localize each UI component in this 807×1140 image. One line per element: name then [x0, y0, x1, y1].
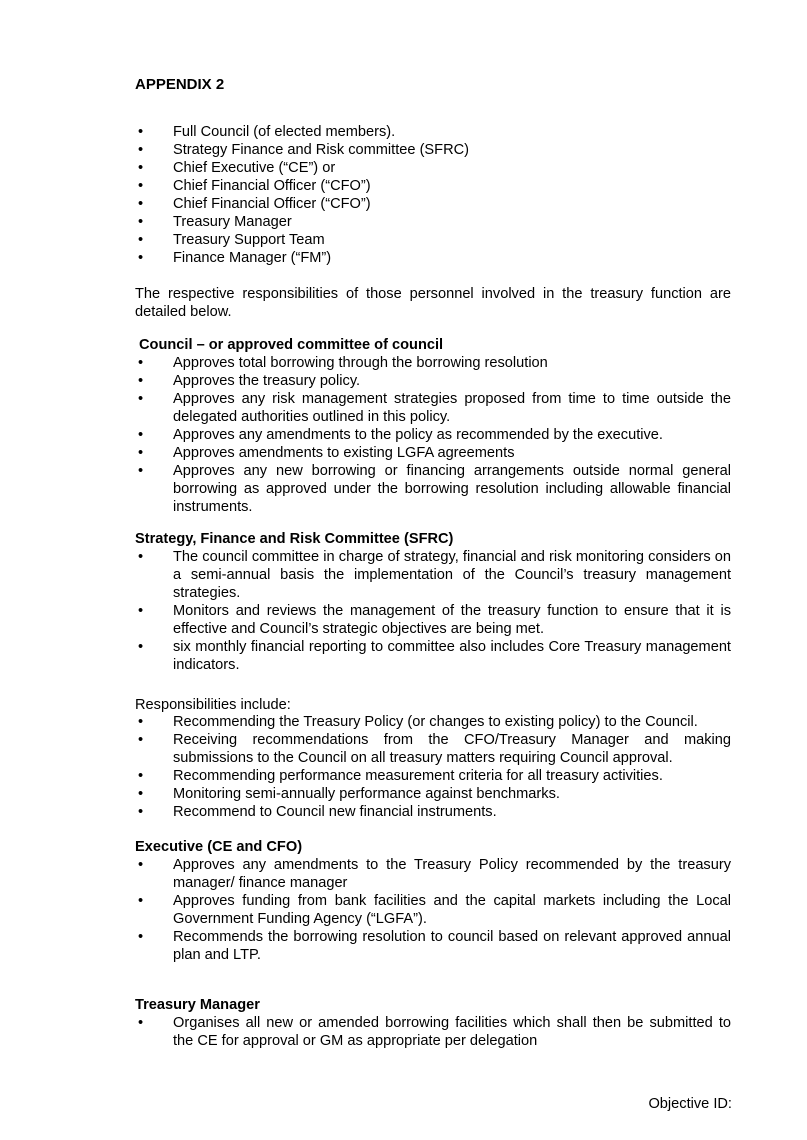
list-item-text: Chief Executive (“CE”) or — [173, 160, 336, 176]
bullet-icon: • — [138, 768, 144, 784]
bullet-icon: • — [138, 427, 144, 443]
bullet-icon: • — [138, 124, 144, 140]
list-item-text: Approves any amendments to the policy as recommended by the executive. — [173, 427, 663, 443]
list-item-text: Approves the treasury policy. — [173, 373, 361, 389]
list-item-text: Approves amendments to existing LGFA agreements — [173, 445, 515, 461]
bullet-icon: • — [138, 893, 144, 909]
list-item — [135, 1014, 731, 1050]
bullet-icon: • — [138, 355, 144, 371]
list-item — [135, 354, 731, 372]
list-item-text: six monthly financial reporting to committee also includes Core Treasury management indicators. — [173, 639, 731, 673]
treasury-manager-heading: Treasury Manager — [135, 997, 260, 1013]
executive-heading: Executive (CE and CFO) — [135, 839, 303, 855]
list-item-text: Full Council (of elected members). — [173, 124, 396, 140]
list-item-text: Monitors and reviews the management of the treasury function to ensure that it is effective and Council’s strategic objectives are being met. — [173, 603, 731, 637]
list-item — [135, 892, 731, 928]
list-item — [135, 372, 731, 390]
list-item — [135, 390, 731, 426]
list-item — [135, 141, 731, 159]
sfrc-heading: Strategy, Finance and Risk Committee (SFRC) — [135, 531, 454, 547]
list-item-text: Approves any new borrowing or financing arrangements outside normal general borrowing as approved under the borrowing resolution including allowable financial instruments. — [173, 463, 731, 515]
list-item — [135, 462, 731, 516]
list-item-text: Strategy Finance and Risk committee (SFRC) — [173, 142, 470, 158]
bullet-icon: • — [138, 714, 144, 730]
list-item — [135, 548, 731, 602]
list-item-text: Recommends the borrowing resolution to council based on relevant approved annual plan and LTP. — [173, 929, 731, 963]
sfrc-list — [135, 548, 731, 674]
council-list — [135, 354, 731, 516]
list-item-text: Receiving recommendations from the CFO/Treasury Manager and making submissions to the Council on all treasury matters requiring Council approval. — [173, 732, 731, 766]
treasury-manager-list — [135, 1014, 731, 1050]
responsibilities-intro: Responsibilities include: — [135, 697, 291, 713]
bullet-icon: • — [138, 857, 144, 873]
bullet-icon: • — [138, 1015, 144, 1031]
executive-list — [135, 856, 731, 964]
bullet-icon: • — [138, 373, 144, 389]
responsibilities-list — [135, 713, 731, 821]
bullet-icon: • — [138, 603, 144, 619]
list-item — [135, 731, 731, 767]
bullet-icon: • — [138, 232, 144, 248]
list-item — [135, 249, 731, 267]
bullet-icon: • — [138, 786, 144, 802]
list-item-text: The council committee in charge of strategy, financial and risk monitoring considers on a semi-annual basis the implementation of the Council’s treasury management strategies. — [173, 549, 731, 601]
list-item-text: Monitoring semi-annually performance against benchmarks. — [173, 786, 560, 802]
list-item-text: Treasury Support Team — [173, 232, 325, 248]
list-item — [135, 638, 731, 674]
bullet-icon: • — [138, 804, 144, 820]
bullet-icon: • — [138, 142, 144, 158]
list-item — [135, 767, 731, 785]
bullet-icon: • — [138, 549, 144, 565]
list-item-text: Approves total borrowing through the borrowing resolution — [173, 355, 548, 371]
list-item — [135, 426, 731, 444]
list-item — [135, 803, 731, 821]
list-item — [135, 928, 731, 964]
list-item-text: Chief Financial Officer (“CFO”) — [173, 178, 371, 194]
list-item — [135, 602, 731, 638]
bullet-icon: • — [138, 732, 144, 748]
objective-id-footer: Objective ID: — [648, 1096, 732, 1112]
list-item-text: Recommending the Treasury Policy (or changes to existing policy) to the Council. — [173, 714, 698, 730]
bullet-icon: • — [138, 929, 144, 945]
list-item — [135, 713, 731, 731]
bullet-icon: • — [138, 639, 144, 655]
list-item-text: Approves funding from bank facilities and the capital markets including the Local Government Funding Agency (“LGFA”). — [173, 893, 731, 927]
intro-paragraph: The respective responsibilities of those personnel involved in the treasury function are detailed below. — [135, 286, 731, 320]
list-item-text: Treasury Manager — [173, 214, 292, 230]
list-item — [135, 177, 731, 195]
list-item — [135, 444, 731, 462]
list-item-text: Organises all new or amended borrowing facilities which shall then be submitted to the CE for approval or GM as appropriate per delegation — [173, 1015, 731, 1049]
council-heading: Council – or approved committee of council — [139, 337, 444, 353]
list-item — [135, 195, 731, 213]
bullet-icon: • — [138, 160, 144, 176]
bullet-icon: • — [138, 178, 144, 194]
list-item-text: Recommending performance measurement criteria for all treasury activities. — [173, 768, 663, 784]
list-item-text: Chief Financial Officer (“CFO”) — [173, 196, 371, 212]
bullet-icon: • — [138, 214, 144, 230]
list-item-text: Approves any amendments to the Treasury Policy recommended by the treasury manager/ finance manager — [173, 857, 731, 891]
list-item — [135, 231, 731, 249]
bullet-icon: • — [138, 463, 144, 479]
bullet-icon: • — [138, 250, 144, 266]
bullet-icon: • — [138, 445, 144, 461]
list-item — [135, 123, 731, 141]
bullet-icon: • — [138, 391, 144, 407]
list-item-text: Finance Manager (“FM”) — [173, 250, 332, 266]
list-item-text: Recommend to Council new financial instruments. — [173, 804, 497, 820]
bullet-icon: • — [138, 196, 144, 212]
appendix-heading: APPENDIX 2 — [135, 76, 225, 93]
personnel-list — [135, 123, 731, 267]
list-item — [135, 856, 731, 892]
list-item — [135, 159, 731, 177]
list-item-text: Approves any risk management strategies proposed from time to time outside the delegated authorities outlined in this policy. — [173, 391, 731, 425]
list-item — [135, 213, 731, 231]
list-item — [135, 785, 731, 803]
